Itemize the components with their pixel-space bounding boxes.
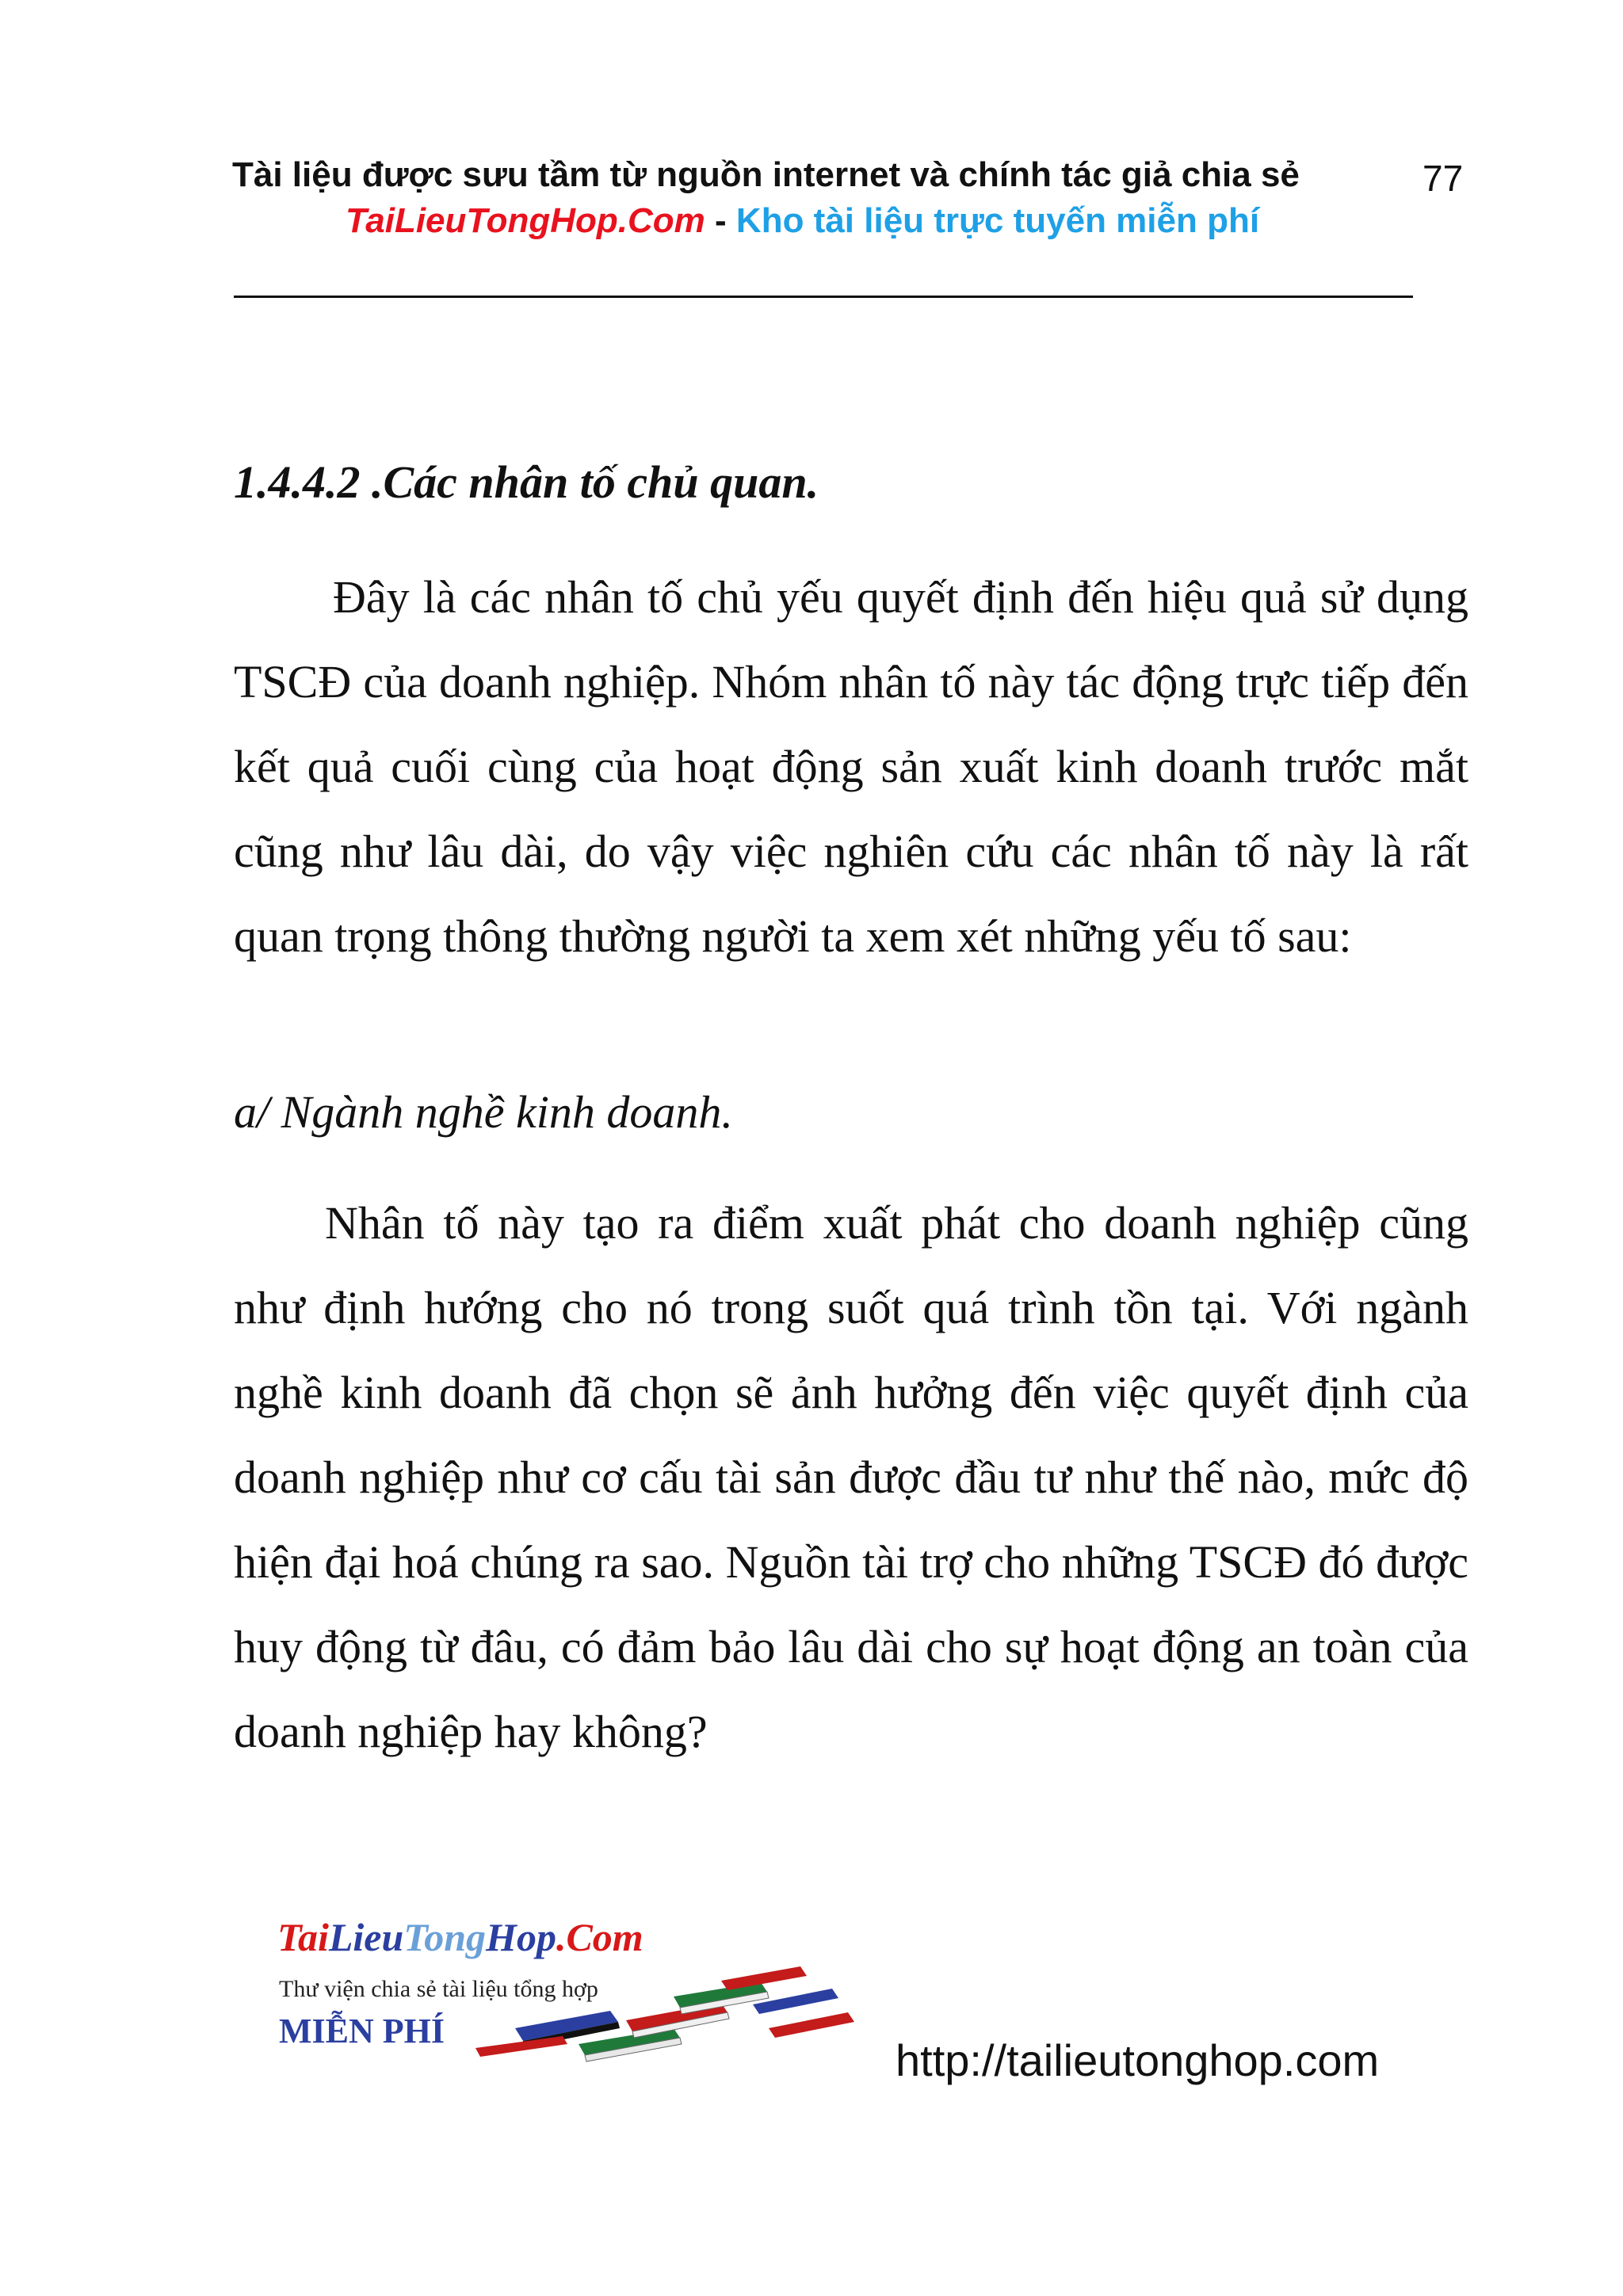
header-divider	[234, 296, 1413, 298]
section-heading: 1.4.4.2 .Các nhân tố chủ quan.	[234, 456, 819, 508]
header-site-line	[346, 201, 1259, 241]
header-site-name[interactable]: TaiLieuTongHop.Com	[346, 201, 705, 240]
header-tagline: Kho tài liệu trực tuyến miễn phí	[735, 201, 1260, 240]
logo-title: TaiLieuTongHop.Com	[277, 1915, 643, 1959]
paragraph-1: Đây là các nhân tố chủ yếu quyết định đến hiệu quả sử dụng TSCĐ của doanh nghiệp. Nhóm nhân tố này tác động trực tiếp đến kết quả cuối cùng của hoạt động sản xuất kinh doanh trước mắt cũng như lâu dài, do vậy việc nghiên cứu các nhân tố này là rất quan trọng thông thường người ta xem xét những yếu tố sau:	[234, 571, 1468, 962]
header-source-note: Tài liệu được sưu tầm từ nguồn internet và chính tác giả chia sẻ	[232, 155, 1300, 194]
page-number: 77	[1423, 158, 1464, 199]
logo-badge: MIỄN PHÍ	[279, 2012, 445, 2050]
footer-url-link[interactable]: http://tailieutonghop.com	[896, 2035, 1380, 2085]
paragraph-2: Nhân tố này tạo ra điểm xuất phát cho doanh nghiệp cũng như định hướng cho nó trong suốt quá trình tồn tại. Với ngành nghề kinh doanh đã chọn sẽ ảnh hưởng đến việc quyết định của doanh nghiệp như cơ cấu tài sản được đầu tư như thế nào, mức độ hiện đại hoá chúng ra sao. Nguồn tài trợ cho những TSCĐ đó được huy động từ đâu, có đảm bảo lâu dài cho sự hoạt động an toàn của doanh nghiệp hay không?	[234, 1197, 1468, 1757]
site-logo[interactable]	[277, 1909, 880, 2076]
header-separator: -	[715, 201, 727, 240]
logo-subtitle: Thư viện chia sẻ tài liệu tổng hợp	[279, 1976, 598, 2002]
subheading-business-sector: a/ Ngành nghề kinh doanh.	[234, 1086, 733, 1138]
